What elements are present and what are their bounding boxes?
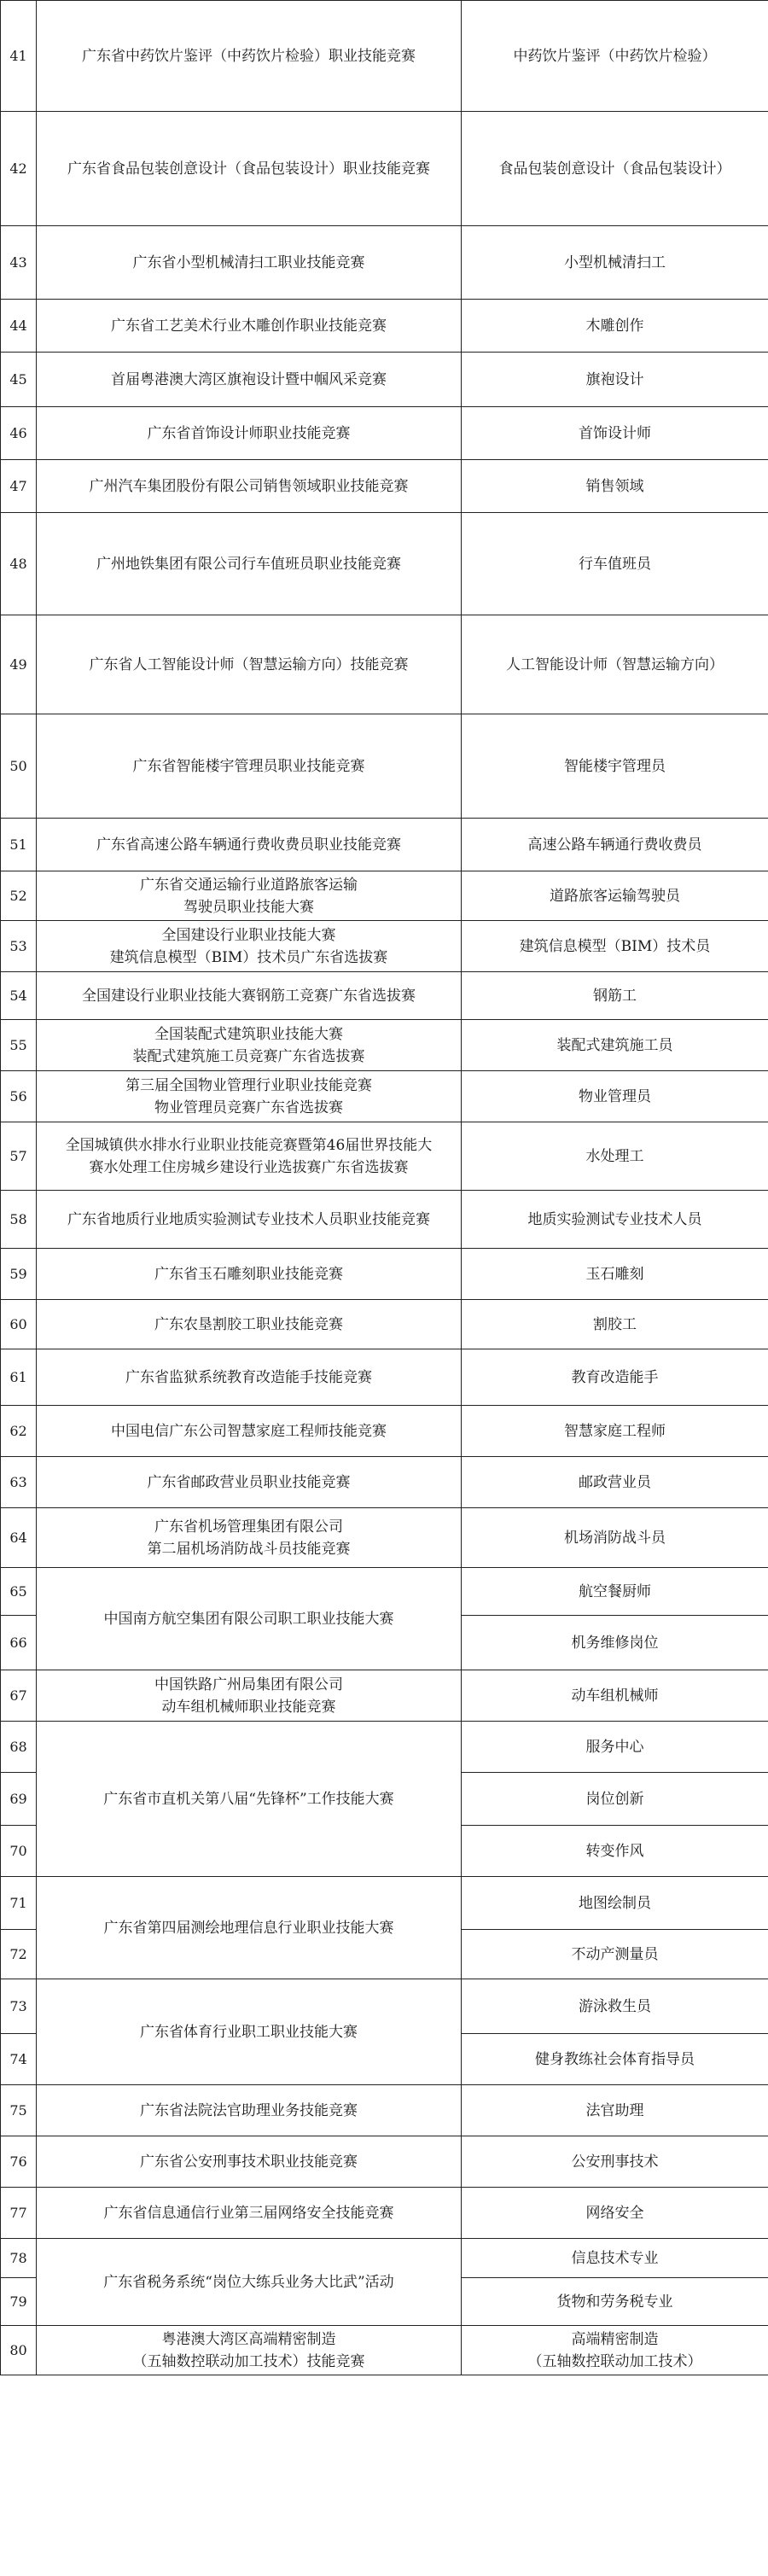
row-number: 47 xyxy=(1,460,37,513)
competition-item xyxy=(462,1122,768,1191)
competition-item xyxy=(462,1616,768,1670)
competition-item xyxy=(462,714,768,819)
competition-name xyxy=(37,300,462,353)
competition-item-line: 小型机械清扫工 xyxy=(564,254,666,271)
competition-name-line: 广东省交通运输行业道路旅客运输 xyxy=(140,876,358,894)
row-number: 67 xyxy=(1,1670,37,1722)
competition-item xyxy=(462,112,768,226)
competition-item xyxy=(462,1191,768,1249)
competition-item xyxy=(462,1300,768,1349)
competition-name xyxy=(37,1979,462,2085)
competition-name-line: 第三届全国物业管理行业职业技能竞赛 xyxy=(125,1076,372,1094)
competition-name-line: 广州地铁集团有限公司行车值班员职业技能竞赛 xyxy=(96,555,401,573)
competition-item-line: 货物和劳务税专业 xyxy=(556,2293,673,2311)
competition-item-line: 建筑信息模型（BIM）技术员 xyxy=(519,937,711,955)
competition-item-line: 信息技术专业 xyxy=(571,2249,659,2267)
competition-name-line: 广东省邮政营业员职业技能竞赛 xyxy=(147,1473,351,1491)
competition-name xyxy=(37,2136,462,2188)
competition-item-line: 地质实验测试专业技术人员 xyxy=(527,1210,702,1228)
competition-item-line: 智能楼宇管理员 xyxy=(564,757,666,775)
competition-name-line: 全国建设行业职业技能大赛 xyxy=(161,926,336,944)
table-row xyxy=(1,1191,768,1249)
competition-item-line: 食品包装创意设计（食品包装设计） xyxy=(498,160,731,178)
competition-name xyxy=(37,353,462,407)
competition-name-line: 广东省智能楼宇管理员职业技能竞赛 xyxy=(132,757,365,775)
competition-item xyxy=(462,1877,768,1930)
competition-name-line: 广东省税务系统“岗位大练兵业务大比武”活动 xyxy=(103,2273,394,2291)
competition-name-line: 赛水处理工住房城乡建设行业选拔赛广东省选拔赛 xyxy=(89,1158,409,1176)
competition-item xyxy=(462,819,768,871)
competition-name-line: 动车组机械师职业技能竞赛 xyxy=(161,1698,336,1716)
table-row xyxy=(1,819,768,871)
row-number: 77 xyxy=(1,2188,37,2239)
competition-name-line: 中国铁路广州局集团有限公司 xyxy=(154,1676,343,1693)
competition-name xyxy=(37,513,462,615)
competition-item xyxy=(462,1,768,112)
competition-name xyxy=(37,921,462,972)
competition-item xyxy=(462,871,768,921)
competition-name-line: 广东省体育行业职工职业技能大赛 xyxy=(140,2023,358,2041)
table-row xyxy=(1,1877,768,1930)
competition-item xyxy=(462,2085,768,2136)
table-row xyxy=(1,2188,768,2239)
competition-name-line: 广东省食品包装创意设计（食品包装设计）职业技能竞赛 xyxy=(67,160,430,178)
table-row xyxy=(1,921,768,972)
competition-item-line: 旗袍设计 xyxy=(585,370,644,388)
competition-name xyxy=(37,1508,462,1568)
table-row xyxy=(1,615,768,714)
competition-item-line: 智慧家庭工程师 xyxy=(564,1422,666,1440)
competition-table-body xyxy=(1,1,768,2375)
row-number: 42 xyxy=(1,112,37,226)
competition-item-line: 服务中心 xyxy=(585,1738,644,1756)
table-row xyxy=(1,1406,768,1457)
competition-name xyxy=(37,2085,462,2136)
table-row xyxy=(1,1249,768,1300)
competition-name-line: 广东省监狱系统教育改造能手技能竞赛 xyxy=(125,1368,372,1386)
row-number: 58 xyxy=(1,1191,37,1249)
row-number: 55 xyxy=(1,1020,37,1071)
row-number: 59 xyxy=(1,1249,37,1300)
competition-name-line: 广东省玉石雕刻职业技能竞赛 xyxy=(154,1265,343,1283)
competition-item-line: 中药饮片鉴评（中药饮片检验） xyxy=(513,47,717,65)
competition-name-line: 广东省小型机械清扫工职业技能竞赛 xyxy=(132,254,365,271)
competition-item xyxy=(462,2034,768,2085)
competition-name-line: 广东省机场管理集团有限公司 xyxy=(154,1518,343,1536)
competition-name xyxy=(37,1349,462,1406)
competition-item-line: 邮政营业员 xyxy=(579,1473,651,1491)
competition-name-line: 广东省第四届测绘地理信息行业职业技能大赛 xyxy=(103,1919,394,1937)
competition-name-line: 广州汽车集团股份有限公司销售领域职业技能竞赛 xyxy=(89,477,409,495)
table-row xyxy=(1,1349,768,1406)
competition-name xyxy=(37,1020,462,1071)
table-row xyxy=(1,2085,768,2136)
competition-item-line: 地图绘制员 xyxy=(579,1894,651,1912)
competition-name xyxy=(37,2188,462,2239)
row-number: 56 xyxy=(1,1071,37,1122)
competition-item-line: 动车组机械师 xyxy=(571,1687,659,1705)
row-number: 57 xyxy=(1,1122,37,1191)
row-number: 78 xyxy=(1,2239,37,2278)
competition-item xyxy=(462,1406,768,1457)
competition-name-line: 广东省高速公路车辆通行费收费员职业技能竞赛 xyxy=(96,836,401,854)
competition-item-line: 航空餐厨师 xyxy=(579,1582,651,1600)
row-number: 54 xyxy=(1,972,37,1020)
competition-item xyxy=(462,1979,768,2034)
row-number: 72 xyxy=(1,1930,37,1979)
competition-item-line: 水处理工 xyxy=(585,1147,644,1165)
table-row xyxy=(1,2136,768,2188)
row-number: 53 xyxy=(1,921,37,972)
competition-item-line: 岗位创新 xyxy=(585,1790,644,1808)
table-row xyxy=(1,1670,768,1722)
competition-name xyxy=(37,2239,462,2326)
table-row xyxy=(1,226,768,300)
table-row xyxy=(1,1020,768,1071)
competition-item xyxy=(462,226,768,300)
competition-name xyxy=(37,1457,462,1508)
competition-name-line: 物业管理员竞赛广东省选拔赛 xyxy=(154,1099,343,1116)
competition-item-line: 物业管理员 xyxy=(579,1087,651,1105)
competition-item-line: 高端精密制造 xyxy=(571,2330,659,2348)
competition-item xyxy=(462,2278,768,2326)
table-row xyxy=(1,407,768,460)
competition-name xyxy=(37,460,462,513)
row-number: 68 xyxy=(1,1722,37,1773)
table-row xyxy=(1,460,768,513)
competition-name-line: 广东省首饰设计师职业技能竞赛 xyxy=(147,424,351,442)
competition-name xyxy=(37,226,462,300)
competition-item-line: 健身教练社会体育指导员 xyxy=(535,2050,695,2068)
table-row xyxy=(1,871,768,921)
competition-name xyxy=(37,407,462,460)
row-number: 73 xyxy=(1,1979,37,2034)
row-number: 65 xyxy=(1,1568,37,1616)
competition-item xyxy=(462,1508,768,1568)
table-row xyxy=(1,353,768,407)
competition-item xyxy=(462,353,768,407)
competition-item xyxy=(462,1826,768,1877)
competition-item xyxy=(462,1071,768,1122)
competition-name-line: 全国建设行业职业技能大赛钢筋工竞赛广东省选拔赛 xyxy=(82,987,416,1005)
competition-name-line: 全国城镇供水排水行业职业技能竞赛暨第46届世界技能大 xyxy=(65,1136,433,1154)
row-number: 48 xyxy=(1,513,37,615)
row-number: 45 xyxy=(1,353,37,407)
competition-name-line: 粤港澳大湾区高端精密制造 xyxy=(161,2330,336,2348)
table-row xyxy=(1,1457,768,1508)
competition-item-line: 法官助理 xyxy=(585,2101,644,2119)
competition-name-line: 广东省法院法官助理业务技能竞赛 xyxy=(140,2101,358,2119)
competition-item-line: 首饰设计师 xyxy=(579,424,651,442)
table-row xyxy=(1,1508,768,1568)
row-number: 49 xyxy=(1,615,37,714)
competition-name xyxy=(37,1722,462,1877)
competition-name-line: 全国装配式建筑职业技能大赛 xyxy=(154,1025,343,1043)
competition-item xyxy=(462,1020,768,1071)
competition-name xyxy=(37,1877,462,1979)
competition-name-line: （五轴数控联动加工技术）技能竞赛 xyxy=(132,2352,365,2370)
row-number: 43 xyxy=(1,226,37,300)
competition-name-line: 广东省公安刑事技术职业技能竞赛 xyxy=(140,2153,358,2171)
competition-name xyxy=(37,1249,462,1300)
competition-name xyxy=(37,2326,462,2375)
competition-name xyxy=(37,1,462,112)
competition-item-line: 高速公路车辆通行费收费员 xyxy=(527,836,702,854)
competition-name xyxy=(37,1071,462,1122)
competition-name xyxy=(37,1122,462,1191)
row-number: 51 xyxy=(1,819,37,871)
competition-item xyxy=(462,300,768,353)
competition-item xyxy=(462,1773,768,1826)
table-row xyxy=(1,300,768,353)
competition-item xyxy=(462,921,768,972)
row-number: 76 xyxy=(1,2136,37,2188)
competition-item xyxy=(462,1457,768,1508)
competition-item-line: 装配式建筑施工员 xyxy=(556,1036,673,1054)
competition-name-line: 建筑信息模型（BIM）技术员广东省选拔赛 xyxy=(109,948,388,966)
competition-name-line: 第二届机场消防战斗员技能竞赛 xyxy=(147,1540,351,1558)
competition-item xyxy=(462,1722,768,1773)
competition-name-line: 广东省市直机关第八届“先锋杯”工作技能大赛 xyxy=(103,1790,394,1808)
competition-name-line: 装配式建筑施工员竞赛广东省选拔赛 xyxy=(132,1047,365,1065)
competition-item xyxy=(462,1930,768,1979)
row-number: 50 xyxy=(1,714,37,819)
competition-item-line: 机务维修岗位 xyxy=(571,1634,659,1652)
competition-item-line: 行车值班员 xyxy=(579,555,651,573)
competition-item-line: 割胶工 xyxy=(593,1315,637,1333)
row-number: 64 xyxy=(1,1508,37,1568)
row-number: 52 xyxy=(1,871,37,921)
row-number: 44 xyxy=(1,300,37,353)
competition-item-line: 销售领域 xyxy=(585,477,644,495)
competition-name xyxy=(37,1191,462,1249)
row-number: 69 xyxy=(1,1773,37,1826)
table-row xyxy=(1,1,768,112)
competition-item xyxy=(462,2239,768,2278)
competition-item-line: 木雕创作 xyxy=(585,317,644,335)
competition-item-line: 教育改造能手 xyxy=(571,1368,659,1386)
competition-name-line: 驾驶员职业技能大赛 xyxy=(183,898,314,916)
table-row xyxy=(1,1568,768,1616)
row-number: 61 xyxy=(1,1349,37,1406)
competition-name-line: 广东农垦割胶工职业技能竞赛 xyxy=(154,1315,343,1333)
competition-name xyxy=(37,1568,462,1670)
table-row xyxy=(1,1300,768,1349)
competition-name xyxy=(37,972,462,1020)
table-row xyxy=(1,2326,768,2375)
competition-name xyxy=(37,112,462,226)
row-number: 70 xyxy=(1,1826,37,1877)
row-number: 46 xyxy=(1,407,37,460)
row-number: 62 xyxy=(1,1406,37,1457)
competition-name-line: 广东省信息通信行业第三届网络安全技能竞赛 xyxy=(103,2204,394,2222)
table-row xyxy=(1,714,768,819)
competition-name xyxy=(37,1670,462,1722)
competition-item xyxy=(462,513,768,615)
competition-name xyxy=(37,1300,462,1349)
table-row xyxy=(1,2239,768,2278)
competition-item xyxy=(462,2326,768,2375)
competition-name-line: 广东省地质行业地质实验测试专业技术人员职业技能竞赛 xyxy=(67,1210,430,1228)
row-number: 79 xyxy=(1,2278,37,2326)
competition-item-line: 转变作风 xyxy=(585,1842,644,1860)
competition-item-line: 玉石雕刻 xyxy=(585,1265,644,1283)
competition-name xyxy=(37,615,462,714)
competition-item-line: 公安刑事技术 xyxy=(571,2153,659,2171)
row-number: 80 xyxy=(1,2326,37,2375)
table-row xyxy=(1,972,768,1020)
competition-item-line: 人工智能设计师（智慧运输方向） xyxy=(506,656,724,673)
competition-name-line: 中国南方航空集团有限公司职工职业技能大赛 xyxy=(103,1610,394,1628)
competition-item-line: （五轴数控联动加工技术） xyxy=(527,2352,702,2370)
row-number: 41 xyxy=(1,1,37,112)
row-number: 63 xyxy=(1,1457,37,1508)
row-number: 71 xyxy=(1,1877,37,1930)
competition-item-line: 机场消防战斗员 xyxy=(564,1529,666,1547)
competition-item xyxy=(462,2136,768,2188)
table-row xyxy=(1,1071,768,1122)
table-row xyxy=(1,1722,768,1773)
competition-name xyxy=(37,819,462,871)
competition-name xyxy=(37,1406,462,1457)
competition-item-line: 钢筋工 xyxy=(593,987,637,1005)
competition-item-line: 不动产测量员 xyxy=(571,1945,659,1963)
competition-item xyxy=(462,972,768,1020)
competition-name xyxy=(37,714,462,819)
table-row xyxy=(1,513,768,615)
competition-name-line: 广东省人工智能设计师（智慧运输方向）技能竞赛 xyxy=(89,656,409,673)
competition-item-line: 道路旅客运输驾驶员 xyxy=(550,887,680,905)
row-number: 66 xyxy=(1,1616,37,1670)
competition-item xyxy=(462,1670,768,1722)
competition-name-line: 广东省工艺美术行业木雕创作职业技能竞赛 xyxy=(111,317,387,335)
competition-item xyxy=(462,1249,768,1300)
competition-name xyxy=(37,871,462,921)
competition-item xyxy=(462,2188,768,2239)
row-number: 74 xyxy=(1,2034,37,2085)
competition-name-line: 中国电信广东公司智慧家庭工程师技能竞赛 xyxy=(111,1422,387,1440)
competition-item xyxy=(462,1568,768,1616)
competition-name-line: 首届粤港澳大湾区旗袍设计暨中帼风采竞赛 xyxy=(111,370,387,388)
competition-item-line: 游泳救生员 xyxy=(579,1997,651,2015)
table-row xyxy=(1,1979,768,2034)
competition-name-line: 广东省中药饮片鉴评（中药饮片检验）职业技能竞赛 xyxy=(82,47,416,65)
table-row xyxy=(1,112,768,226)
competition-item xyxy=(462,615,768,714)
competition-item xyxy=(462,407,768,460)
row-number: 60 xyxy=(1,1300,37,1349)
competition-item xyxy=(462,1349,768,1406)
competition-item xyxy=(462,460,768,513)
row-number: 75 xyxy=(1,2085,37,2136)
competition-item-line: 网络安全 xyxy=(585,2204,644,2222)
table-row xyxy=(1,1122,768,1191)
